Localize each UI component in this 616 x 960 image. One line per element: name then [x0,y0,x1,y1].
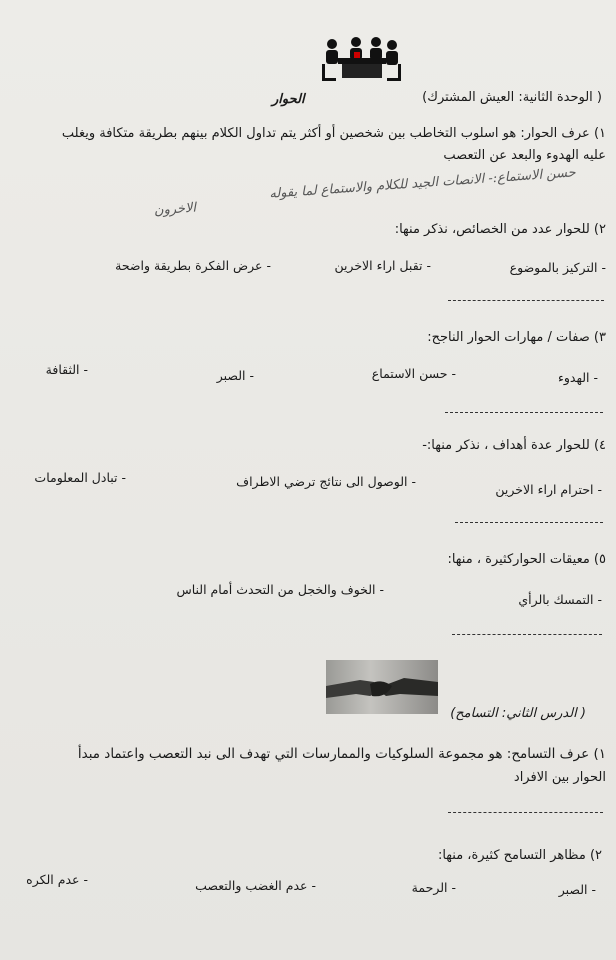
q1-handwritten-answer-line1: حسن الاستماع:- الانصات الجيد للكلام والاستماع لما يقوله [268,165,577,202]
unit-title: ( الوحدة الثانية: العيش المشترك) [422,90,602,105]
q1-definition-line1: ١) عرف الحوار: هو اسلوب التخاطب بين شخصين أو أكثر يتم تداول الكلام بينهم بطريقة متكافة ويغلب [61,126,606,141]
answer-line [455,522,603,523]
lesson1-title: الحوار [272,92,305,107]
q5-title: ٥) معيقات الحواركثيرة ، منها: [447,552,606,567]
q3-item: - حسن الاستماع [371,366,456,381]
q6-definition-line1: ١) عرف التسامح: هو مجموعة السلوكيات والممارسات التي تهدف الى نبد التعصب واعتماد مبدأ [77,746,606,762]
q2-item: - عرض الفكرة بطريقة واضحة [115,258,271,273]
q7-item: - عدم الكره [26,872,88,887]
q6-definition-line2: الحوار بين الافراد [513,770,606,785]
lesson2-title: ( الدرس الثاني: التسامح) [450,706,586,721]
handshake-icon [326,660,438,714]
q7-item: - الصبر [558,882,596,897]
answer-line [452,634,602,635]
meeting-icon [318,36,404,84]
q7-title: ٢) مظاهر التسامح كثيرة، منها: [437,848,602,863]
q4-item: - الوصول الى نتائج ترضي الاطراف [236,474,416,489]
q4-title: ٤) للحوار عدة أهداف ، نذكر منها:- [422,438,606,453]
q3-item: - الصبر [216,368,254,383]
q5-item: - التمسك بالرأي [518,592,602,607]
q5-item: - الخوف والخجل من التحدث أمام الناس [176,582,384,597]
q3-title: ٣) صفات / مهارات الحوار الناجح: [427,330,606,345]
q7-item: - عدم الغضب والتعصب [195,878,316,893]
answer-line [448,812,603,813]
q7-item: - الرحمة [411,880,456,895]
answer-line [445,412,603,413]
q4-item: - احترام اراء الاخرين [495,482,602,497]
q1-definition-line2: عليه الهدوء والبعد عن التعصب [443,148,606,163]
q4-item: - تبادل المعلومات [34,470,126,485]
q2-title: ٢) للحوار عدد من الخصائص، نذكر منها: [394,222,606,237]
q2-item: - التركيز بالموضوع [509,260,606,275]
q3-item: - الهدوء [557,370,598,385]
answer-line [448,300,604,301]
q3-item: - الثقافة [45,362,88,377]
q1-handwritten-answer-line2: الاخرون [153,200,197,219]
q2-item: - تقبل اراء الاخرين [334,258,431,273]
